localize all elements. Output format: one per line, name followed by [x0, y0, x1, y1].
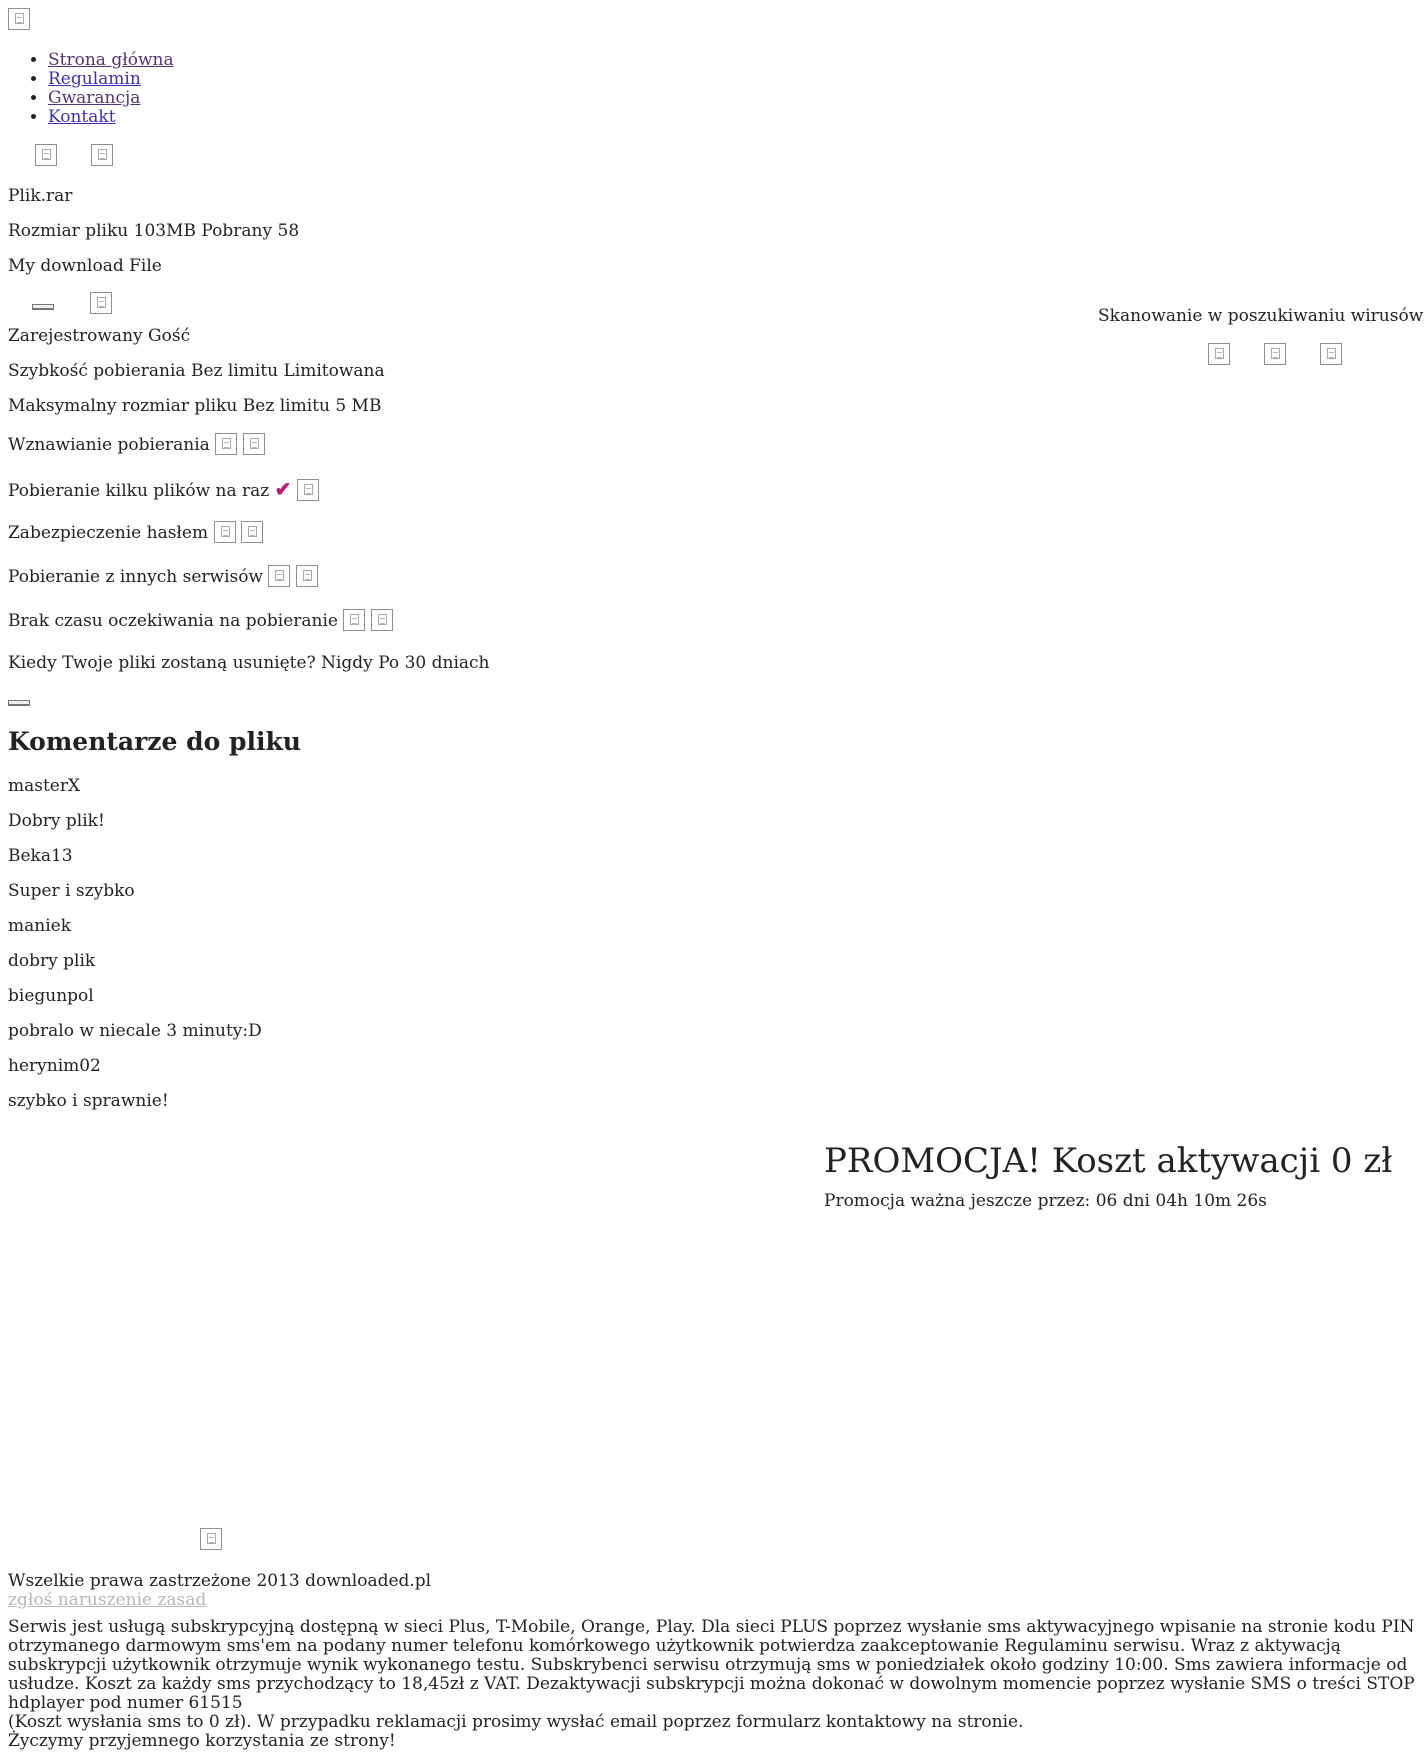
- guest-feature-icon: [296, 565, 318, 587]
- promo-box: [824, 1141, 1392, 1211]
- nav-link-home[interactable]: Strona główna: [48, 50, 174, 70]
- comment-author: herynim02: [8, 1056, 101, 1076]
- promo-countdown-value: 06 dni 04h 10m 26s: [1095, 1191, 1267, 1211]
- file-description: My download File: [8, 256, 162, 276]
- header-registered: Zarejestrowany: [8, 326, 143, 346]
- report-violation-link[interactable]: zgłoś naruszenie zasad: [8, 1590, 207, 1610]
- download-image[interactable]: [90, 292, 112, 314]
- comparison-row-resume: Wznawianie pobierania: [8, 433, 265, 455]
- nav-link-warranty[interactable]: Gwarancja: [48, 88, 141, 108]
- header-guest: Gość: [148, 326, 191, 346]
- comparison-row-other-services: Pobieranie z innych serwisów: [8, 565, 318, 587]
- registered-feature-icon: [215, 433, 237, 455]
- comments-title: Komentarze do pliku: [8, 727, 301, 756]
- comment-text: Dobry plik!: [8, 811, 105, 831]
- nav-item-contact: [48, 108, 174, 127]
- register-button[interactable]: [8, 700, 30, 706]
- file-size-value: 103MB: [133, 221, 196, 241]
- guest-feature-icon: [297, 479, 319, 501]
- nav-item-warranty: [48, 89, 174, 108]
- comparison-row-speed: Szybkość pobierania Bez limitu Limitowana: [8, 361, 385, 381]
- comment-author: Beka13: [8, 846, 73, 866]
- footer-logo-image: [200, 1528, 222, 1550]
- comment-text: Super i szybko: [8, 881, 135, 901]
- registered-feature-icon: [214, 521, 236, 543]
- nav-item-terms: [48, 70, 174, 89]
- promo-countdown-label: Promocja ważna jeszcze przez:: [824, 1191, 1091, 1211]
- legal-text: Serwis jest usługą subskrypcyjną dostępną w sieci Plus, T-Mobile, Orange, Play. Dla sieci PLUS poprzez wysłanie sms aktywacyjnego wpisanie na stronie kodu PIN otrzymanego darmowym sms'em na podany numer telefonu komórkowego użytkownik potwierdza zaakceptowanie Regulaminu serwisu. Wraz z aktywacją subskrypcji użytkownik otrzymuje wynik wykonanego testu. Subskrybenci serwisu otrzymują sms w poniedziałek około godziny 10:00. Sms zawiera informacje od usłudze. Koszt za każdy sms przychodzący to 18,45zł z VAT. Dezaktywacji subskrypcji można dokonać w dowolnym momencie poprzez wysłanie SMS o treści STOP hdplayer pod numer 61515: [8, 1617, 1415, 1713]
- registered-feature-icon: [268, 565, 290, 587]
- comment-author: maniek: [8, 916, 72, 936]
- footer: [8, 1572, 1418, 1751]
- nav-link-terms[interactable]: Regulamin: [48, 69, 141, 89]
- comparison-row-password: Zabezpieczenie hasłem: [8, 521, 263, 543]
- guest-feature-icon: [241, 521, 263, 543]
- file-downloads-value: 58: [277, 221, 300, 241]
- main-nav: [8, 51, 174, 127]
- virus-scan-label: Skanowanie w poszukiwaniu wirusów: [1098, 306, 1424, 326]
- file-size-label: Rozmiar pliku: [8, 221, 129, 241]
- guest-feature-icon: [243, 433, 265, 455]
- antivirus-logo-2: [1264, 343, 1286, 365]
- banner-image-2: [91, 144, 113, 166]
- legal-cost-text: (Koszt wysłania sms to 0 zł). W przypadku reklamacji prosimy wysłać email poprzez formularz kontaktowy na stronie.: [8, 1712, 1024, 1732]
- comparison-row-multi-download: Pobieranie kilku plików na raz ✔: [8, 477, 319, 501]
- nav-item-home: [48, 51, 174, 70]
- promo-title: PROMOCJA! Koszt aktywacji 0 zł: [824, 1141, 1393, 1181]
- comparison-row-no-wait: Brak czasu oczekiwania na pobieranie: [8, 609, 393, 631]
- copyright-text: Wszelkie prawa zastrzeżone 2013 downloaded.pl: [8, 1571, 432, 1591]
- file-meta: [8, 221, 299, 241]
- legal-closing-text: Życzymy przyjemnego korzystania ze strony!: [8, 1731, 396, 1751]
- comparison-row-max-size: Maksymalny rozmiar pliku Bez limitu 5 MB: [8, 396, 382, 416]
- comparison-row-deletion: Kiedy Twoje pliki zostaną usunięte? Nigdy Po 30 dniach: [8, 653, 490, 673]
- antivirus-logo-3: [1320, 343, 1342, 365]
- download-button[interactable]: [32, 304, 54, 310]
- comparison-header: [8, 326, 190, 346]
- checkmark-icon: ✔: [274, 477, 292, 501]
- file-name: Plik.rar: [8, 186, 73, 206]
- nav-link-contact[interactable]: Kontakt: [48, 107, 116, 127]
- comment-text: pobralo w niecale 3 minuty:D: [8, 1021, 262, 1041]
- antivirus-logo-1: [1208, 343, 1230, 365]
- comment-author: masterX: [8, 776, 81, 796]
- promo-countdown: [824, 1191, 1392, 1211]
- logo-image: [8, 8, 30, 30]
- comment-text: szybko i sprawnie!: [8, 1091, 169, 1111]
- banner-image-1: [35, 144, 57, 166]
- comment-author: biegunpol: [8, 986, 94, 1006]
- registered-feature-icon: [343, 609, 365, 631]
- guest-feature-icon: [371, 609, 393, 631]
- comment-text: dobry plik: [8, 951, 96, 971]
- file-downloads-label: Pobrany: [201, 221, 273, 241]
